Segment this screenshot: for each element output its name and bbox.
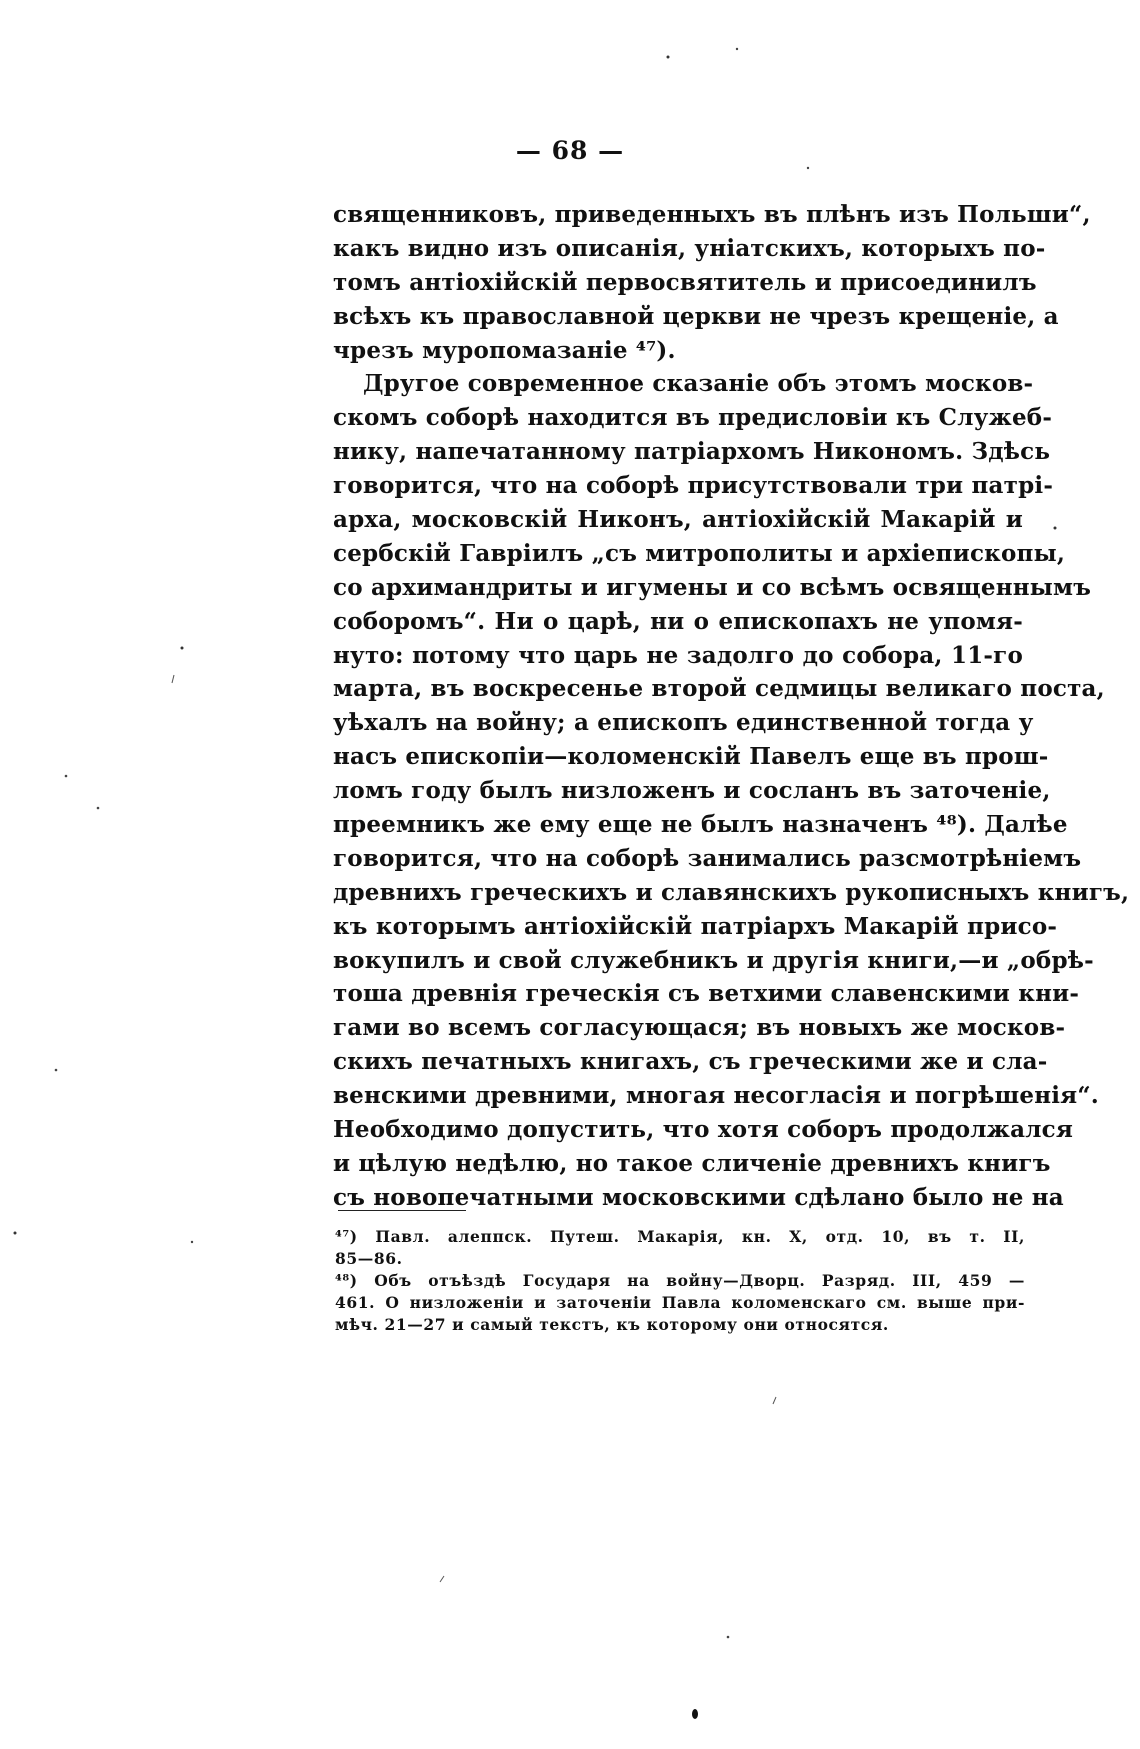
text-line: Необходимо допустить, что хотя соборъ продолжался	[333, 1116, 1074, 1144]
speck	[181, 647, 184, 650]
text-line: сербскій Гавріилъ „съ митрополиты и архіепископы,	[333, 539, 1066, 567]
text-line: арха, московскій Никонъ, антіохійскій Макарій и	[333, 506, 1023, 534]
footnote-line: 85—86.	[335, 1249, 403, 1268]
text-line: говорится, что на соборѣ занимались разсмотрѣніемъ	[333, 844, 1082, 872]
text-line: насъ епископіи—коломенскій Павелъ еще въ прош-	[333, 743, 1049, 771]
page-number: — 68 —	[515, 136, 625, 165]
text-line: говорится, что на соборѣ присутствовали три патрі-	[333, 472, 1054, 500]
speck	[773, 1397, 776, 1404]
text-line: со архимандриты и игумены и со всѣмъ освященнымъ	[333, 573, 1092, 601]
text-line: всѣхъ къ православной церкви не чрезъ крещеніе, а	[333, 302, 1059, 330]
footnote-line: ⁴⁸) Объ отъѣздѣ Государя на войну—Дворц. Разряд. III, 459 —	[335, 1271, 1025, 1290]
text-line: древнихъ греческихъ и славянскихъ рукописныхъ книгъ,	[333, 878, 1130, 906]
text-line: скихъ печатныхъ книгахъ, съ греческими же и сла-	[333, 1048, 1048, 1076]
text-line: ломъ году былъ низложенъ и сосланъ въ заточеніе,	[333, 777, 1051, 805]
text-line: вокупилъ и свой служебникъ и другія книги,—и „обрѣ-	[333, 946, 1094, 974]
footnote-line: 461. О низложеніи и заточеніи Павла коломенскаго см. выше при-	[335, 1293, 1025, 1312]
speck	[440, 1576, 444, 1582]
speck	[97, 807, 100, 810]
speck	[736, 48, 738, 50]
speck	[191, 1241, 193, 1243]
footnote-line: ⁴⁷) Павл. алеппск. Путеш. Макарія, кн. X, отд. 10, въ т. II,	[335, 1227, 1025, 1246]
speck	[727, 1636, 730, 1639]
text-line: тоша древнія греческія съ ветхими славенскими кни-	[333, 980, 1080, 1008]
speck	[65, 775, 68, 778]
speck	[1054, 527, 1057, 530]
speck	[667, 56, 670, 59]
text-line: Другое современное сказаніе объ этомъ москов-	[363, 370, 1034, 398]
text-line: марта, въ воскресенье второй седмицы великаго поста,	[333, 675, 1105, 703]
speck	[692, 1709, 698, 1719]
text-line: гами во всемъ согласующася; въ новыхъ же москов-	[333, 1014, 1066, 1042]
text-line: венскими древними, многая несогласія и погрѣшенія“.	[333, 1082, 1099, 1110]
text-line: преемникъ же ему еще не былъ назначенъ ⁴⁸). Далѣе	[333, 811, 1068, 839]
speck	[14, 1232, 17, 1235]
text-line: нику, напечатанному патріархомъ Никономъ. Здѣсь	[333, 438, 1051, 466]
text-line: скомъ соборѣ находится въ предисловіи къ Служеб-	[333, 404, 1053, 432]
speck	[172, 675, 174, 683]
text-line: нуто: потому что царь не задолго до собора, 11-го	[333, 641, 1023, 669]
text-line: съ новопечатными московскими сдѣлано было не на	[333, 1183, 1064, 1211]
text-line: соборомъ“. Ни о царѣ, ни о епископахъ не упомя-	[333, 607, 1023, 635]
speck	[807, 167, 809, 169]
text-line: и цѣлую недѣлю, но такое сличеніе древнихъ книгъ	[333, 1149, 1051, 1177]
footnote-line: мѣч. 21—27 и самый текстъ, къ которому они относятся.	[335, 1315, 889, 1334]
text-line: священниковъ, приведенныхъ въ плѣнъ изъ Польши“,	[333, 201, 1091, 228]
text-line: уѣхалъ на войну; а епископъ единственной тогда у	[333, 709, 1034, 737]
text-line: чрезъ муропомазаніе ⁴⁷).	[333, 336, 676, 364]
text-line: къ которымъ антіохійскій патріархъ Макарій присо-	[333, 912, 1058, 940]
text-line: томъ антіохійскій первосвятитель и присоединилъ	[333, 268, 1037, 296]
text-line: какъ видно изъ описанія, уніатскихъ, которыхъ по-	[333, 234, 1046, 262]
speck	[55, 1069, 58, 1072]
